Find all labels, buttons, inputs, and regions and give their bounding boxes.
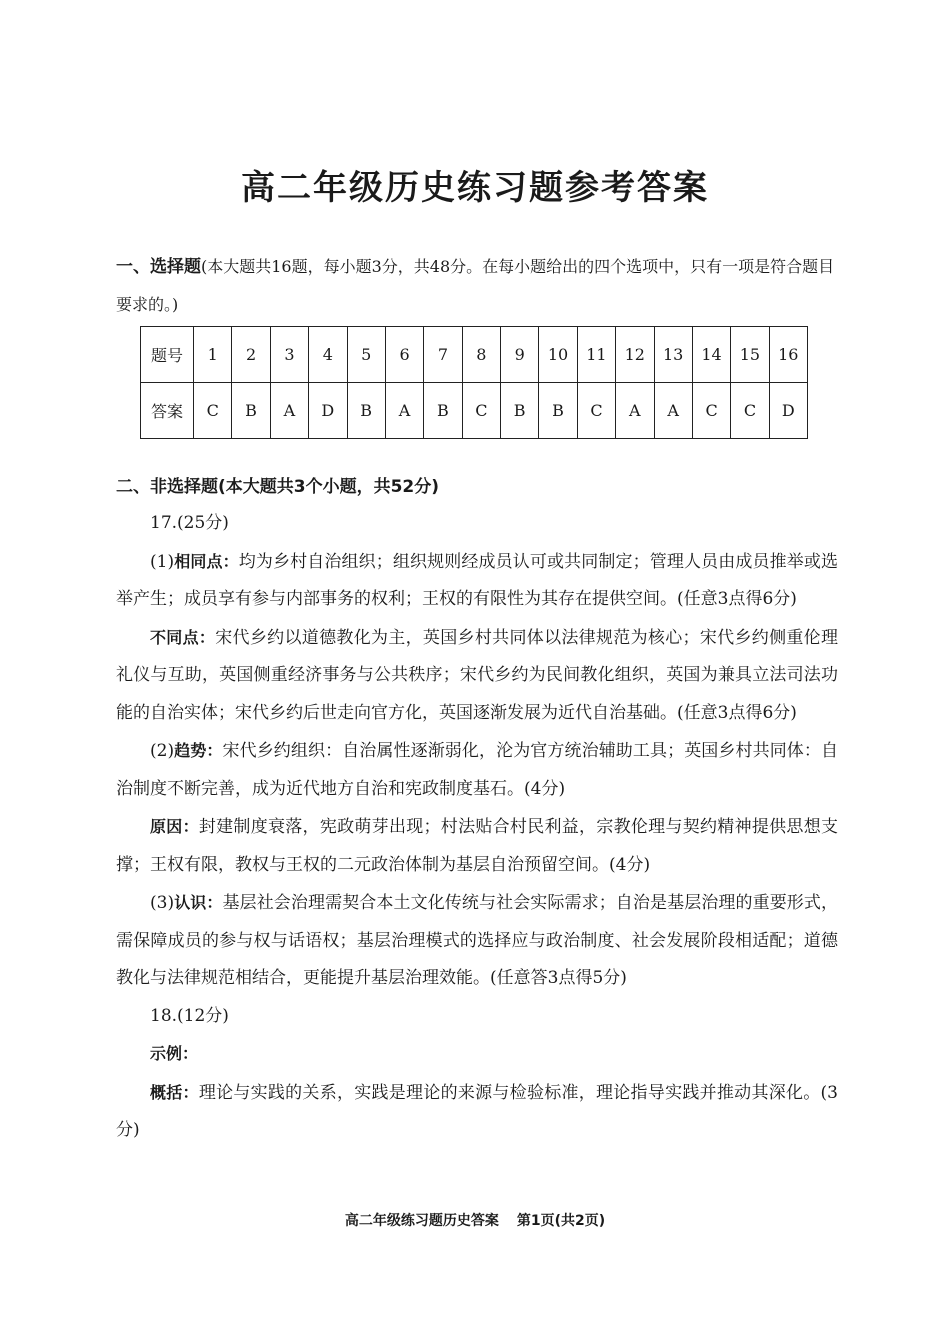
q17-part2-text: 宋代乡约组织：自治属性逐渐弱化，沦为官方统治辅助工具；英国乡村共同体：自治制度不断完善，成为近代地方自治和宪政制度基石。(4分) — [116, 741, 838, 799]
q17-part2b-text: 封建制度衰落，宪政萌芽出现；村法贴合村民利益，宗教伦理与契约精神提供思想支撑；王权有限，教权与王权的二元政治体制为基层自治预留空间。(4分) — [116, 817, 838, 875]
q17-part2-trend — [116, 732, 838, 808]
answer-cell: A — [654, 383, 692, 439]
q17-part1-key: 相同点： — [174, 551, 239, 571]
q18-header: 18.(12分) — [150, 1005, 229, 1026]
q17-part2-reasons — [116, 808, 838, 884]
section-2-body — [116, 505, 838, 1150]
answer-cell: A — [616, 383, 654, 439]
answer-cell: A — [385, 383, 423, 439]
section-1-note: (本大题共16题，每小题3分，共48分。在每小题给出的四个选项中，只有一项是符合题目要求的。) — [116, 257, 835, 314]
section-1-heading: 一、选择题 — [116, 257, 201, 277]
question-number: 11 — [577, 327, 615, 383]
answer-cell: B — [501, 383, 539, 439]
q17-part1-similarities — [116, 543, 838, 619]
question-number: 8 — [462, 327, 500, 383]
question-number: 2 — [232, 327, 270, 383]
q17-part1b-key: 不同点： — [150, 627, 216, 647]
question-number: 3 — [270, 327, 308, 383]
page-footer — [0, 1210, 950, 1230]
answer-cell: C — [194, 383, 232, 439]
q17-part3-prefix: (3) — [150, 893, 175, 913]
answer-table-answer-row — [141, 383, 808, 439]
question-number: 4 — [309, 327, 347, 383]
q17-part3-key: 认识： — [174, 893, 223, 912]
q18-summary-text: 理论与实践的关系，实践是理论的来源与检验标准，理论指导实践并推动其深化。(3分) — [116, 1082, 838, 1140]
answer-cell: A — [270, 383, 308, 439]
section-1-intro — [116, 248, 838, 324]
question-number: 6 — [385, 327, 423, 383]
q18-summary — [116, 1074, 838, 1150]
question-number: 15 — [731, 327, 769, 383]
question-number: 14 — [692, 327, 730, 383]
answer-cell: B — [347, 383, 385, 439]
q17-part2-prefix: (2) — [150, 741, 175, 761]
q18-example — [116, 1035, 838, 1074]
q17-part2-key: 趋势： — [174, 741, 223, 760]
answer-cell: C — [692, 383, 730, 439]
answer-cell: C — [577, 383, 615, 439]
section-2-heading: 二、非选择题(本大题共3个小题，共52分) — [116, 477, 440, 497]
question-number: 13 — [654, 327, 692, 383]
question-number: 16 — [769, 327, 807, 383]
q17-part1-prefix: (1) — [150, 551, 175, 572]
q18-example-label: 示例： — [150, 1044, 199, 1063]
row-label-answer: 答案 — [141, 383, 194, 439]
page-title: 高二年级历史练习题参考答案 — [241, 168, 709, 208]
q18-summary-key: 概括： — [150, 1082, 199, 1102]
q17-part2b-key: 原因： — [150, 817, 199, 836]
q17-part3-understanding — [116, 884, 838, 998]
q17-header: 17.(25分) — [150, 513, 229, 533]
q17-part1-differences — [116, 619, 838, 733]
question-number: 1 — [194, 327, 232, 383]
answer-cell: C — [462, 383, 500, 439]
answer-table-number-row — [141, 327, 808, 383]
answer-cell: C — [731, 383, 769, 439]
footer-page-info: 第1页(共2页) — [516, 1213, 606, 1229]
answer-cell: B — [424, 383, 462, 439]
question-number: 12 — [616, 327, 654, 383]
answer-cell: D — [769, 383, 807, 439]
question-number: 9 — [501, 327, 539, 383]
answer-cell: D — [309, 383, 347, 439]
q17-part1-text: 均为乡村自治组织；组织规则经成员认可或共同制定；管理人员由成员推举或选举产生；成员享有参与内部事务的权利；王权的有限性为其存在提供空间。(任意3点得6分) — [116, 551, 838, 609]
answer-table — [140, 326, 808, 439]
answer-cell: B — [539, 383, 577, 439]
q17-part1b-text: 宋代乡约以道德教化为主，英国乡村共同体以法律规范为核心；宋代乡约侧重伦理礼仪与互助，英国侧重经济事务与公共秩序；宋代乡约为民间教化组织，英国为兼具立法司法功能的自治实体；宋代乡约后世走向官方化，英国逐渐发展为近代自治基础。(任意3点得6分) — [116, 627, 838, 723]
row-label-number: 题号 — [141, 327, 194, 383]
q17-part3-text: 基层社会治理需契合本土文化传统与社会实际需求；自治是基层治理的重要形式，需保障成员的参与权与话语权；基层治理模式的选择应与政治制度、社会发展阶段相适配；道德教化与法律规范相结合，更能提升基层治理效能。(任意答3点得5分) — [116, 893, 838, 988]
question-number: 10 — [539, 327, 577, 383]
answer-cell: B — [232, 383, 270, 439]
question-number: 7 — [424, 327, 462, 383]
footer-doc-name: 高二年级练习题历史答案 — [344, 1213, 499, 1229]
question-number: 5 — [347, 327, 385, 383]
